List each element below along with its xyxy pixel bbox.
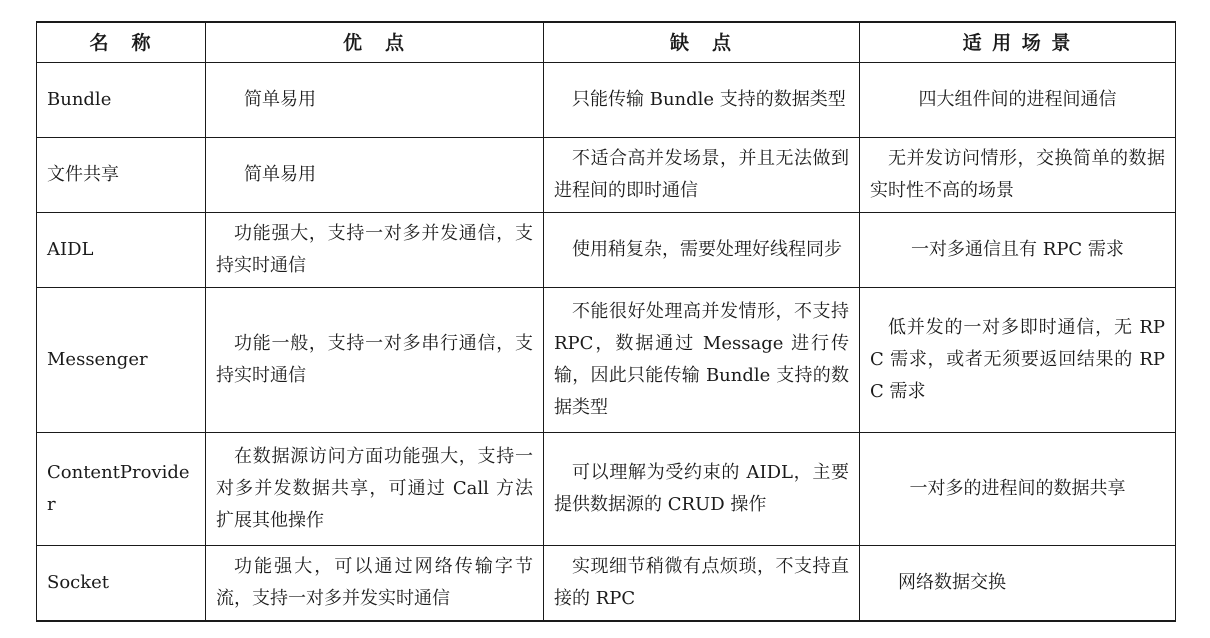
cell-pros: 简单易用 — [206, 138, 544, 213]
table-row — [37, 213, 1176, 288]
cell-scene: 一对多通信且有 RPC 需求 — [860, 213, 1176, 288]
header-pros: 优 点 — [206, 22, 544, 63]
cell-pros: 在数据源访问方面功能强大，支持一对多并发数据共享，可通过 Call 方法扩展其他操作 — [206, 433, 544, 546]
table-row — [37, 288, 1176, 433]
cell-name: ContentProvider — [37, 433, 206, 546]
cell-cons: 可以理解为受约束的 AIDL，主要提供数据源的 CRUD 操作 — [544, 433, 860, 546]
cell-name: 文件共享 — [37, 138, 206, 213]
table-row — [37, 433, 1176, 546]
table-row — [37, 138, 1176, 213]
cell-scene: 低并发的一对多即时通信，无 RPC 需求，或者无须要返回结果的 RPC 需求 — [860, 288, 1176, 433]
cell-cons: 只能传输 Bundle 支持的数据类型 — [544, 63, 860, 138]
table-header — [37, 22, 1176, 63]
comparison-table-container — [36, 21, 1175, 622]
ipc-comparison-table — [36, 21, 1176, 622]
table-row — [37, 546, 1176, 622]
header-scene: 适 用 场 景 — [860, 22, 1176, 63]
cell-cons: 使用稍复杂，需要处理好线程同步 — [544, 213, 860, 288]
cell-pros: 功能强大，支持一对多并发通信，支持实时通信 — [206, 213, 544, 288]
cell-scene: 四大组件间的进程间通信 — [860, 63, 1176, 138]
cell-pros: 功能强大，可以通过网络传输字节流，支持一对多并发实时通信 — [206, 546, 544, 622]
cell-cons: 不能很好处理高并发情形，不支持 RPC，数据通过 Message 进行传输，因此只能传输 Bundle 支持的数据类型 — [544, 288, 860, 433]
cell-pros: 简单易用 — [206, 63, 544, 138]
cell-scene: 一对多的进程间的数据共享 — [860, 433, 1176, 546]
header-name: 名 称 — [37, 22, 206, 63]
cell-pros: 功能一般，支持一对多串行通信，支持实时通信 — [206, 288, 544, 433]
cell-name: Bundle — [37, 63, 206, 138]
cell-name: Messenger — [37, 288, 206, 433]
cell-scene: 网络数据交换 — [860, 546, 1176, 622]
header-row — [37, 22, 1176, 63]
table-row — [37, 63, 1176, 138]
cell-name: AIDL — [37, 213, 206, 288]
cell-name: Socket — [37, 546, 206, 622]
table-body — [37, 63, 1176, 622]
cell-cons: 实现细节稍微有点烦琐，不支持直接的 RPC — [544, 546, 860, 622]
cell-scene: 无并发访问情形，交换简单的数据实时性不高的场景 — [860, 138, 1176, 213]
cell-cons: 不适合高并发场景，并且无法做到进程间的即时通信 — [544, 138, 860, 213]
header-cons: 缺 点 — [544, 22, 860, 63]
